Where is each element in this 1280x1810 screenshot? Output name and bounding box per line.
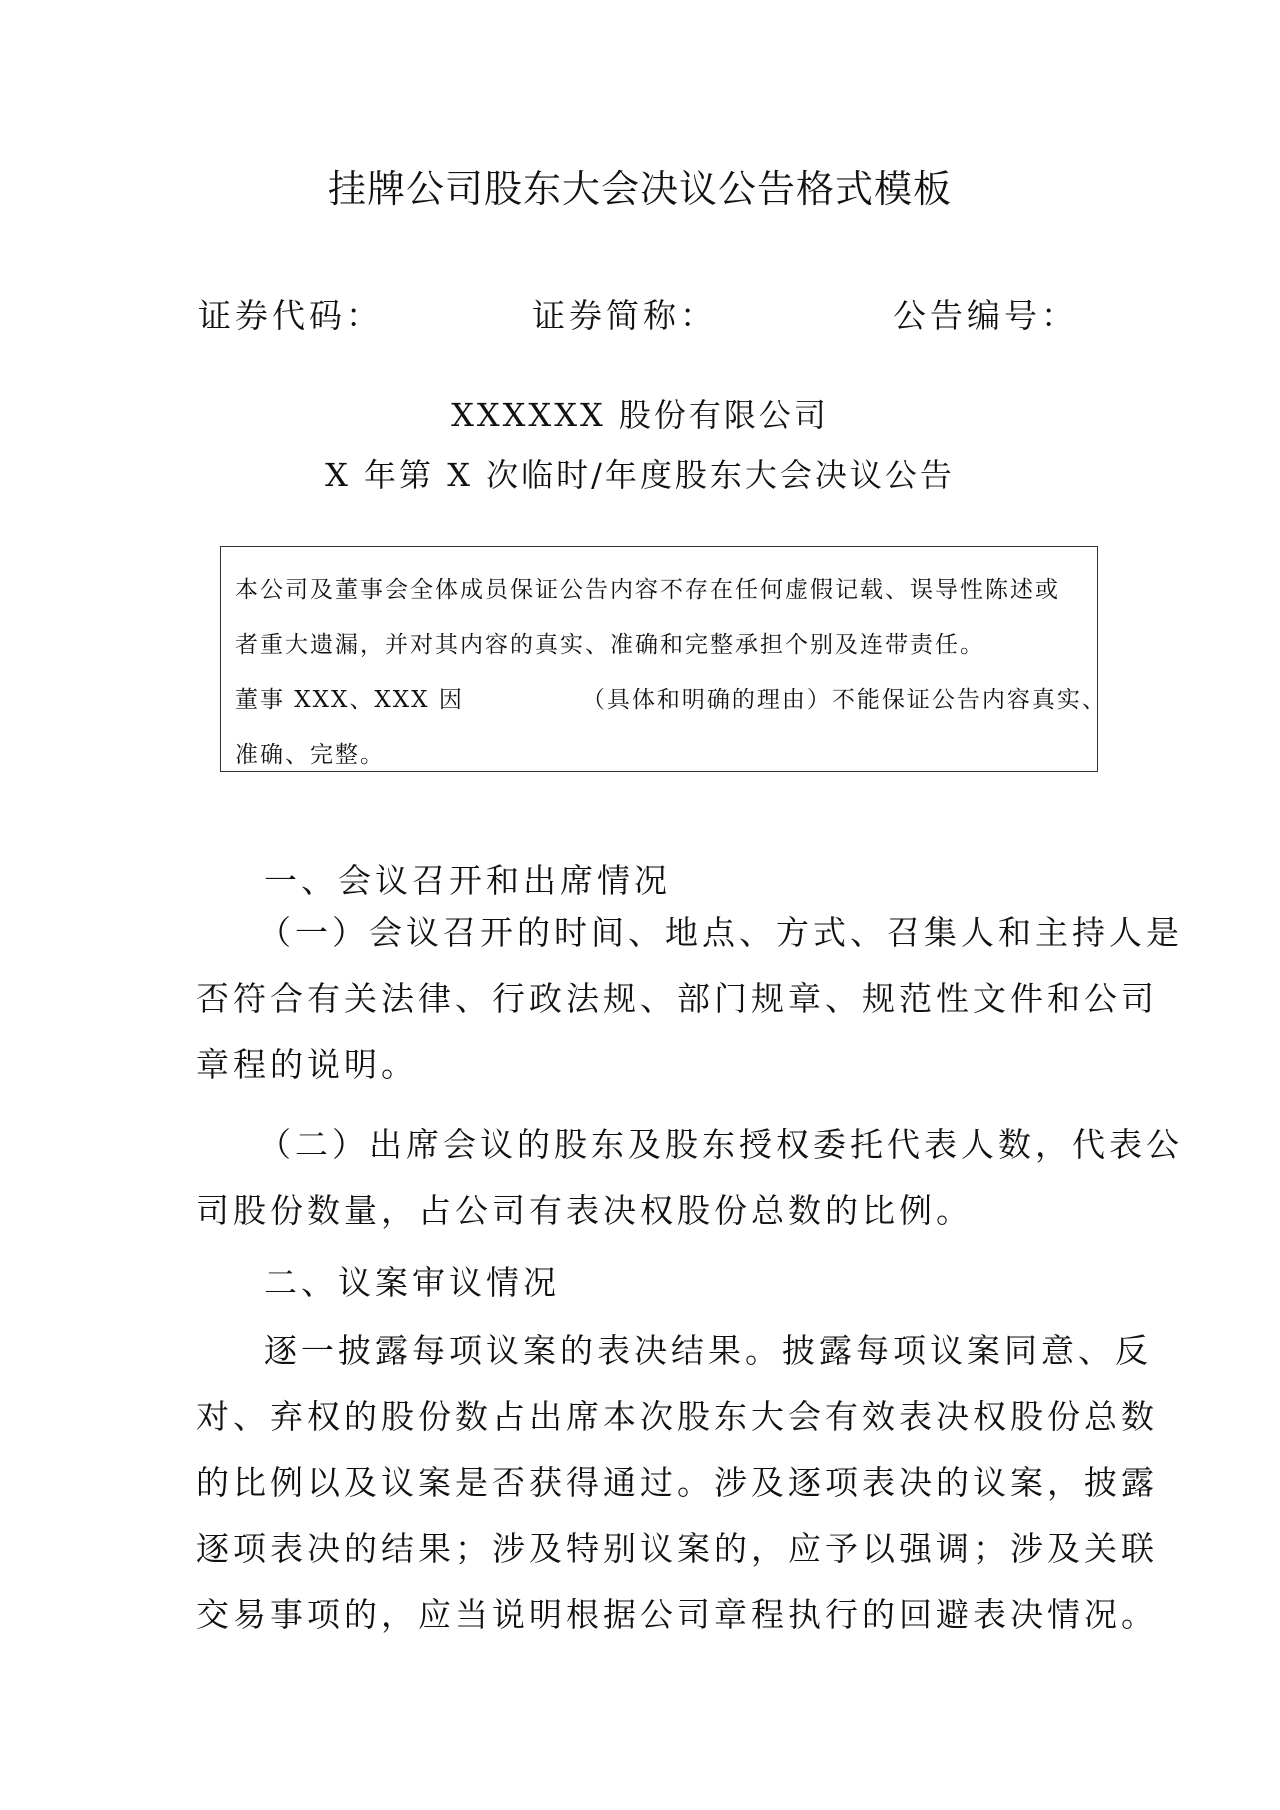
paragraph-line: 逐项表决的结果；涉及特别议案的，应予以强调；涉及关联 — [196, 1529, 1158, 1568]
announcement-subtitle: X 年第 X 次临时/年度股东大会决议公告 — [325, 456, 955, 494]
paragraph-line: 逐一披露每项议案的表决结果。披露每项议案同意、反 — [264, 1331, 1152, 1370]
announcement-number-label: 公告编号： — [893, 296, 1078, 335]
section-2-paragraph — [196, 1318, 1158, 1648]
disclaimer-line — [235, 673, 1107, 728]
paragraph-line: （一）会议召开的时间、地点、方式、召集人和主持人是 — [258, 913, 1183, 952]
paragraph-line: （二）出席会议的股东及股东授权委托代表人数，代表公 — [258, 1125, 1183, 1164]
disclaimer-line: 者重大遗漏，并对其内容的真实、准确和完整承担个别及连带责任。 — [235, 632, 985, 658]
section-1-item-1 — [196, 900, 1183, 1098]
securities-info-row — [198, 290, 1078, 340]
disclaimer-line: 准确、完整。 — [235, 742, 385, 768]
paragraph-line: 否符合有关法律、行政法规、部门规章、规范性文件和公司 — [196, 979, 1158, 1018]
section-1-item-2 — [196, 1112, 1183, 1244]
section-1-heading: 一、会议召开和出席情况 — [264, 861, 671, 900]
paragraph-line: 交易事项的，应当说明根据公司章程执行的回避表决情况。 — [196, 1595, 1158, 1634]
disclaimer-line: 本公司及董事会全体成员保证公告内容不存在任何虚假记载、误导性陈述或 — [235, 577, 1060, 603]
section-2-heading: 二、议案审议情况 — [264, 1263, 560, 1302]
director-exception-reason: （具体和明确的理由）不能保证公告内容真实、 — [581, 687, 1107, 713]
section-heading — [196, 1250, 1086, 1316]
company-name: XXXXXX 股份有限公司 — [451, 396, 829, 434]
document-title: 挂牌公司股东大会决议公告格式模板 — [327, 167, 952, 211]
securities-code-label: 证券代码： — [198, 296, 383, 335]
securities-abbreviation-label: 证券简称： — [532, 296, 717, 335]
paragraph-line: 司股份数量，占公司有表决权股份总数的比例。 — [196, 1191, 973, 1230]
paragraph-line: 的比例以及议案是否获得通过。涉及逐项表决的议案，披露 — [196, 1463, 1158, 1502]
paragraph-line: 章程的说明。 — [196, 1045, 418, 1084]
paragraph-line: 对、弃权的股份数占出席本次股东大会有效表决权股份总数 — [196, 1397, 1158, 1436]
director-exception-text: 董事 XXX、XXX 因 — [235, 687, 464, 713]
disclaimer-box — [220, 546, 1107, 772]
